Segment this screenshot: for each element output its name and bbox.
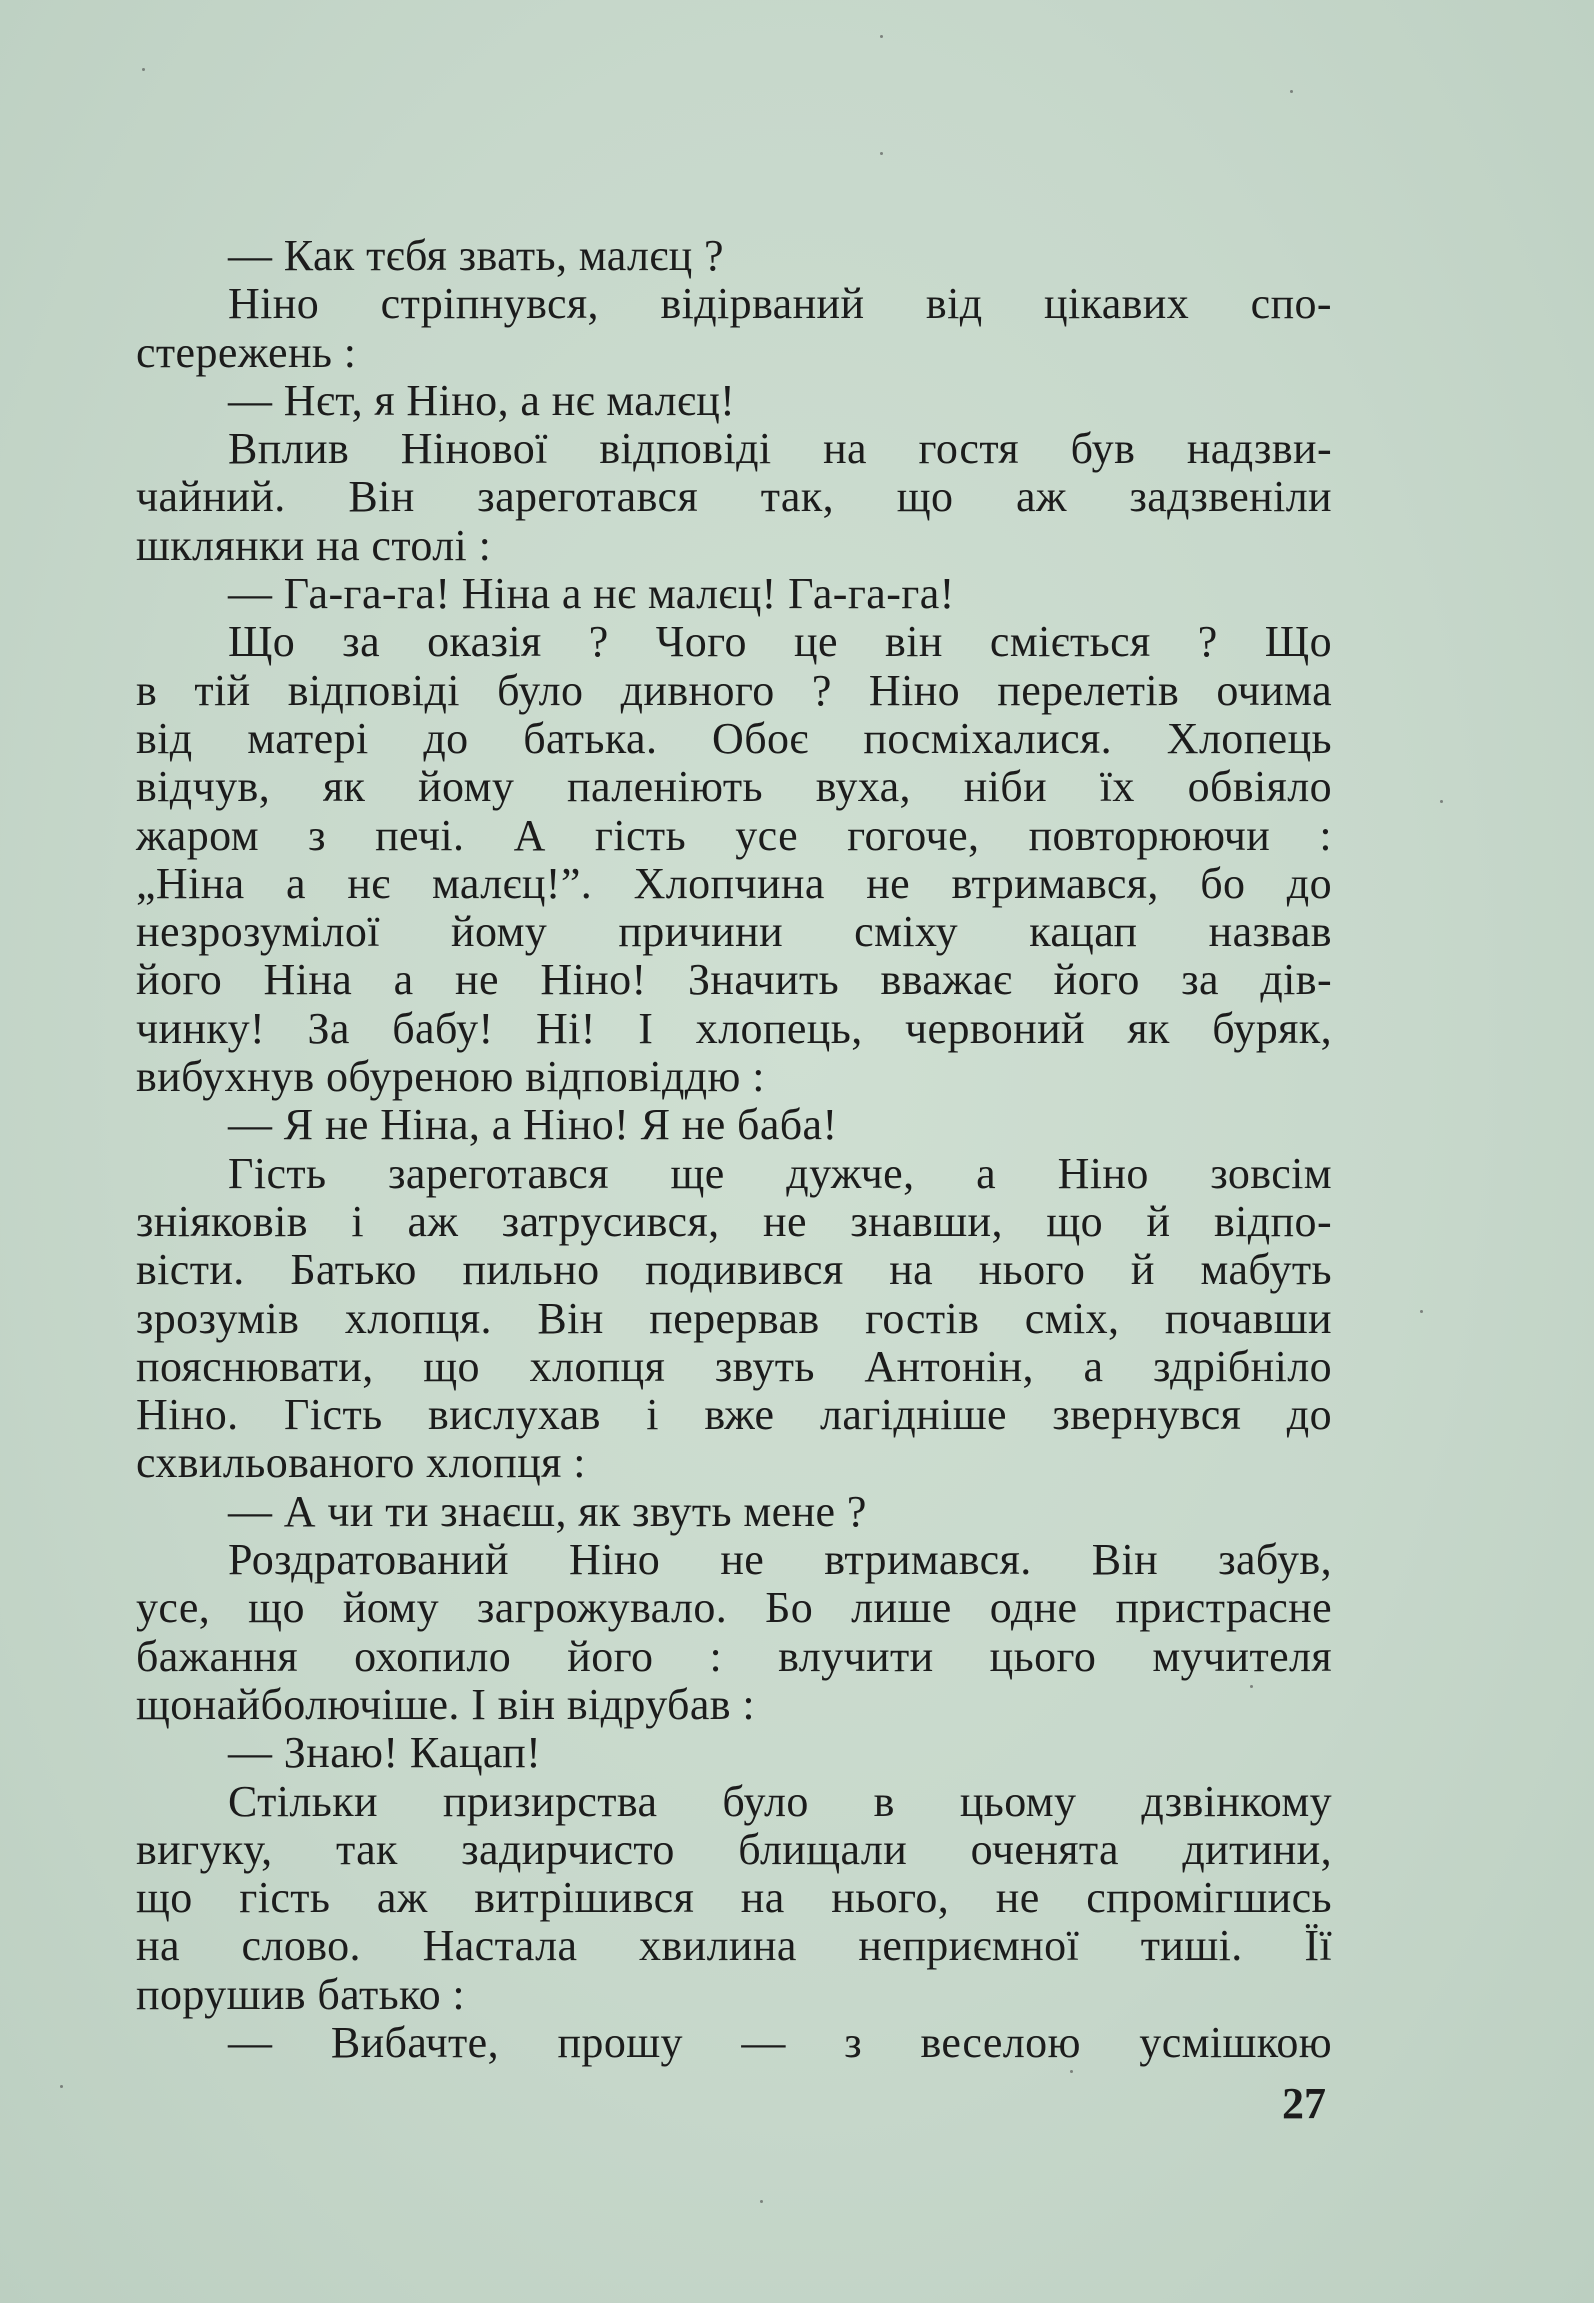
paper-speck <box>60 2085 63 2088</box>
paper-speck <box>1440 800 1443 803</box>
text-line: пояснювати, що хлопця звуть Антонін, а здрібніло <box>136 1341 1332 1391</box>
text-line: щонайболючіше. І він відрубав : <box>136 1679 755 1729</box>
text-line: його Ніна а не Ніно! Значить вважає його за дів- <box>136 955 1332 1005</box>
text-line: зніяковів і аж затрусився, не знавши, що й відпо- <box>136 1196 1332 1246</box>
text-line: вигуку, так задирчисто блищали оченята дитини, <box>136 1824 1332 1874</box>
paper-speck <box>880 35 883 38</box>
text-line: шклянки на столі : <box>136 520 492 570</box>
text-line: схвильованого хлопця : <box>136 1438 586 1488</box>
text-line: усе, що йому загрожувало. Бо лише одне пристрасне <box>136 1583 1332 1633</box>
text-line: зрозумів хлопця. Він перервав гостів сміх, почавши <box>136 1293 1332 1343</box>
paper-speck <box>1290 90 1293 93</box>
paper-speck <box>1070 2070 1073 2073</box>
text-line: порушив батько : <box>136 1969 466 2019</box>
text-line: вісти. Батько пильно подивився на нього й мабуть <box>136 1245 1332 1295</box>
text-line: на слово. Настала хвилина неприємної тиші. Її <box>136 1921 1332 1971</box>
text-line: стережень : <box>136 327 357 377</box>
text-line: чайний. Він зареготався так, що аж задзвеніли <box>136 472 1332 522</box>
text-line: чинку! За бабу! Ні! І хлопець, червоний як буряк, <box>136 1003 1332 1053</box>
text-line: „Ніна а нє малєц!”. Хлопчина не втримався, бо до <box>136 858 1332 908</box>
text-line: відчув, як йому паленіють вуха, ніби їх обвіяло <box>136 762 1332 812</box>
body-text <box>136 232 1332 2067</box>
text-line: — Как тєбя звать, малєц ? <box>228 231 724 280</box>
text-line: Що за оказія ? Чого це він сміється ? Що <box>228 617 1332 667</box>
text-line: Роздратований Ніно не втримався. Він забув, <box>228 1535 1332 1585</box>
text-line: в тій відповіді було дивного ? Ніно перелетів очима <box>136 665 1332 715</box>
text-line: Ніно стріпнувся, відірваний від цікавих спо- <box>228 279 1332 329</box>
paper-speck <box>760 2200 763 2203</box>
text-line: Ніно. Гість вислухав і вже лагідніше звернувся до <box>136 1390 1332 1440</box>
text-line: — Вибачте, прошу — з веселою усмішкою <box>228 2017 1332 2067</box>
text-line: бажання охопило його : влучити цього мучителя <box>136 1631 1332 1681</box>
paper-speck <box>880 152 883 155</box>
text-line: незрозумілої йому причини сміху кацап назвав <box>136 907 1332 957</box>
paper-speck <box>1250 1685 1253 1688</box>
text-line: — А чи ти знаєш, як звуть мене ? <box>228 1486 867 1536</box>
text-line: що гість аж витрішився на нього, не спромігшись <box>136 1873 1332 1923</box>
text-line: від матері до батька. Обоє посміхалися. Хлопець <box>136 713 1332 763</box>
page-number: 27 <box>1282 2079 1326 2128</box>
text-line: жаром з печі. А гість усе гогоче, повторюючи : <box>136 810 1332 860</box>
paper-speck <box>1420 1310 1423 1313</box>
text-line: — Знаю! Кацап! <box>228 1728 542 1778</box>
text-line: — Я не Ніна, а Ніно! Я не баба! <box>228 1100 838 1150</box>
text-line: вибухнув обуреною відповіддю : <box>136 1052 765 1102</box>
text-line: — Нєт, я Ніно, а нє малєц! <box>228 375 736 425</box>
text-line: — Га-га-га! Ніна а нє малєц! Га-га-га! <box>228 569 955 619</box>
text-line: Вплив Нінової відповіді на гостя був надзви- <box>228 424 1332 474</box>
text-line: Гість зареготався ще дужче, а Ніно зовсім <box>228 1148 1332 1198</box>
text-line: Стільки призирства було в цьому дзвінкому <box>228 1776 1332 1826</box>
paper-speck <box>142 68 145 71</box>
